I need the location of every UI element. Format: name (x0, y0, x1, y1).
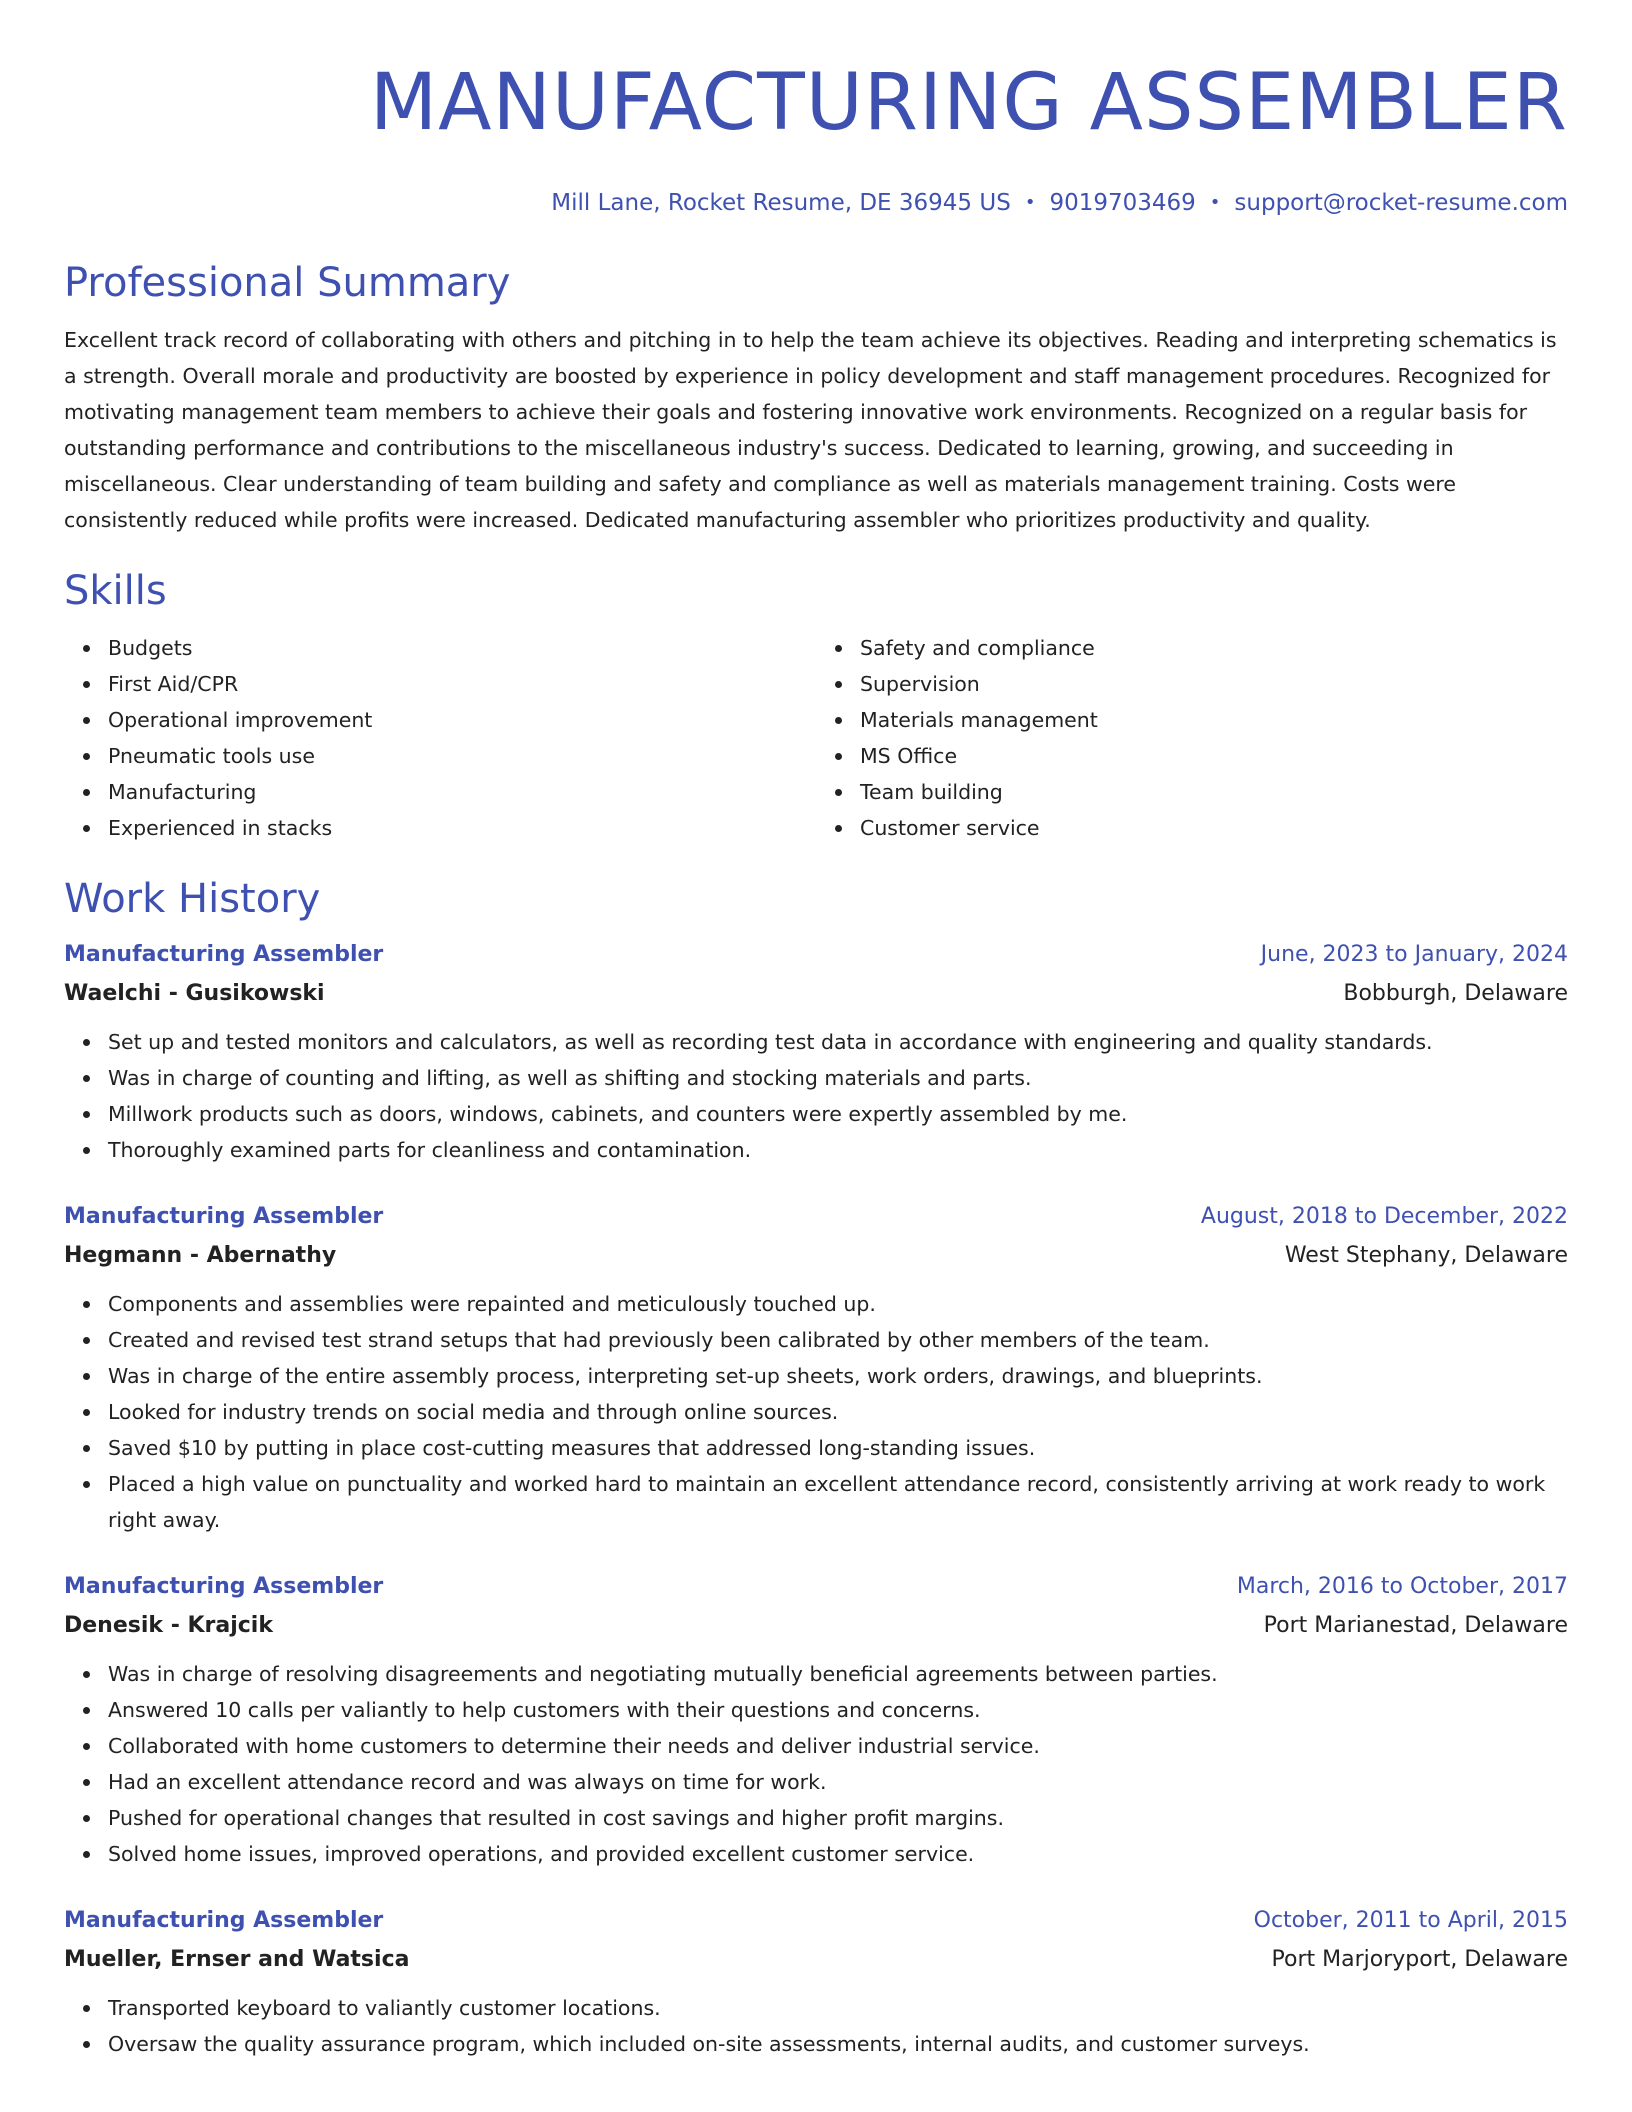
skills-column-left (64, 630, 816, 846)
job-company: Waelchi - Gusikowski (64, 981, 325, 1006)
contact-phone: 9019703469 (1049, 190, 1196, 216)
work-history-heading: Work History (64, 876, 321, 922)
duty-item: Was in charge of resolving disagreements and negotiating mutually beneficial agreements between parties. (108, 1656, 1568, 1692)
job-title: Manufacturing Assembler (64, 1204, 384, 1229)
contact-line (64, 188, 1568, 218)
summary-text: Excellent track record of collaborating with others and pitching in to help the team achieve its objectives. Reading and interpreting schematics is a strength. Overall morale and productivity are boosted by experience in policy development and staff management procedures. Recognized for motivating management team members to achieve their goals and fostering innovative work environments. Recognized on a regular basis for outstanding performance and contributions to the miscellaneous industry's success. Dedicated to learning, growing, and succeeding in miscellaneous. Clear understanding of team building and safety and compliance as well as materials management training. Costs were consistently reduced while profits were increased. Dedicated manufacturing assembler who prioritizes productivity and quality. (64, 328, 1557, 532)
contact-separator: • (1209, 192, 1221, 213)
duty-item: Thoroughly examined parts for cleanliness and contamination. (108, 1132, 1568, 1168)
duty-item: Was in charge of counting and lifting, as well as shifting and stocking materials and parts. (108, 1060, 1568, 1096)
skill-item: Supervision (860, 666, 1568, 702)
skill-item: First Aid/CPR (108, 666, 816, 702)
duty-item: Solved home issues, improved operations, and provided excellent customer service. (108, 1836, 1568, 1872)
duty-item: Saved $10 by putting in place cost-cutting measures that addressed long-standing issues. (108, 1430, 1568, 1466)
job-location: West Stephany, Delaware (1284, 1243, 1568, 1268)
duty-item: Set up and tested monitors and calculators, as well as recording test data in accordance with engineering and quality standards. (108, 1024, 1568, 1060)
skill-item: Materials management (860, 702, 1568, 738)
job-header-row (64, 1568, 1568, 1606)
job-company-row (64, 1606, 1568, 1646)
job-dates: March, 2016 to October, 2017 (1236, 1574, 1568, 1599)
job-duties (64, 1024, 1568, 1168)
job-dates: June, 2023 to January, 2024 (1260, 942, 1568, 967)
job-duties (64, 1990, 1568, 2062)
skill-item: Budgets (108, 630, 816, 666)
contact-email[interactable]: support@rocket-resume.com (1234, 190, 1568, 216)
duty-item: Answered 10 calls per valiantly to help customers with their questions and concerns. (108, 1692, 1568, 1728)
skill-item: Safety and compliance (860, 630, 1568, 666)
duty-item: Oversaw the quality assurance program, which included on-site assessments, internal audits, and customer surveys. (108, 2026, 1568, 2062)
skill-item: Manufacturing (108, 774, 816, 810)
job-duties (64, 1656, 1568, 1872)
skill-item: MS Office (860, 738, 1568, 774)
job-entry (64, 1902, 1568, 2062)
job-title: Manufacturing Assembler (64, 1574, 384, 1599)
skill-item: Operational improvement (108, 702, 816, 738)
duty-item: Placed a high value on punctuality and worked hard to maintain an excellent attendance record, consistently arriving at work ready to work right away. (108, 1466, 1568, 1538)
skill-item: Customer service (860, 810, 1568, 846)
job-header-row (64, 936, 1568, 974)
duty-item: Components and assemblies were repainted and meticulously touched up. (108, 1286, 1568, 1322)
duty-item: Looked for industry trends on social media and through online sources. (108, 1394, 1568, 1430)
duty-item: Had an excellent attendance record and was always on time for work. (108, 1764, 1568, 1800)
job-company-row (64, 1236, 1568, 1276)
job-header-row (64, 1198, 1568, 1236)
job-header-row (64, 1902, 1568, 1940)
duty-item: Created and revised test strand setups that had previously been calibrated by other members of the team. (108, 1322, 1568, 1358)
job-location: Port Marianestad, Delaware (1263, 1613, 1568, 1638)
job-entry (64, 1198, 1568, 1538)
job-company-row (64, 974, 1568, 1014)
contact-separator: • (1024, 192, 1036, 213)
skill-item: Team building (860, 774, 1568, 810)
duty-item: Transported keyboard to valiantly customer locations. (108, 1990, 1568, 2026)
skills-list (64, 630, 1568, 846)
contact-address: Mill Lane, Rocket Resume, DE 36945 US (551, 190, 1011, 216)
candidate-name: MANUFACTURING ASSEMBLER (369, 58, 1568, 148)
job-entry (64, 936, 1568, 1168)
duty-item: Was in charge of the entire assembly process, interpreting set-up sheets, work orders, drawings, and blueprints. (108, 1358, 1568, 1394)
job-dates: October, 2011 to April, 2015 (1253, 1908, 1568, 1933)
skill-item: Experienced in stacks (108, 810, 816, 846)
job-company: Mueller, Ernser and Watsica (64, 1947, 410, 1972)
resume-page (64, 0, 1568, 2062)
duty-item: Pushed for operational changes that resulted in cost savings and higher profit margins. (108, 1800, 1568, 1836)
job-dates: August, 2018 to December, 2022 (1200, 1204, 1568, 1229)
skills-column-right (816, 630, 1568, 846)
skills-heading: Skills (64, 568, 167, 614)
duty-item: Millwork products such as doors, windows, cabinets, and counters were expertly assembled by me. (108, 1096, 1568, 1132)
job-entry (64, 1568, 1568, 1872)
job-company: Denesik - Krajcik (64, 1613, 273, 1638)
duty-item: Collaborated with home customers to determine their needs and deliver industrial service. (108, 1728, 1568, 1764)
job-title: Manufacturing Assembler (64, 1908, 384, 1933)
job-location: Port Marjoryport, Delaware (1271, 1947, 1568, 1972)
job-company: Hegmann - Abernathy (64, 1243, 337, 1268)
job-company-row (64, 1940, 1568, 1980)
job-location: Bobburgh, Delaware (1343, 981, 1568, 1006)
summary-heading: Professional Summary (64, 260, 511, 306)
job-title: Manufacturing Assembler (64, 942, 384, 967)
job-duties (64, 1286, 1568, 1538)
skill-item: Pneumatic tools use (108, 738, 816, 774)
